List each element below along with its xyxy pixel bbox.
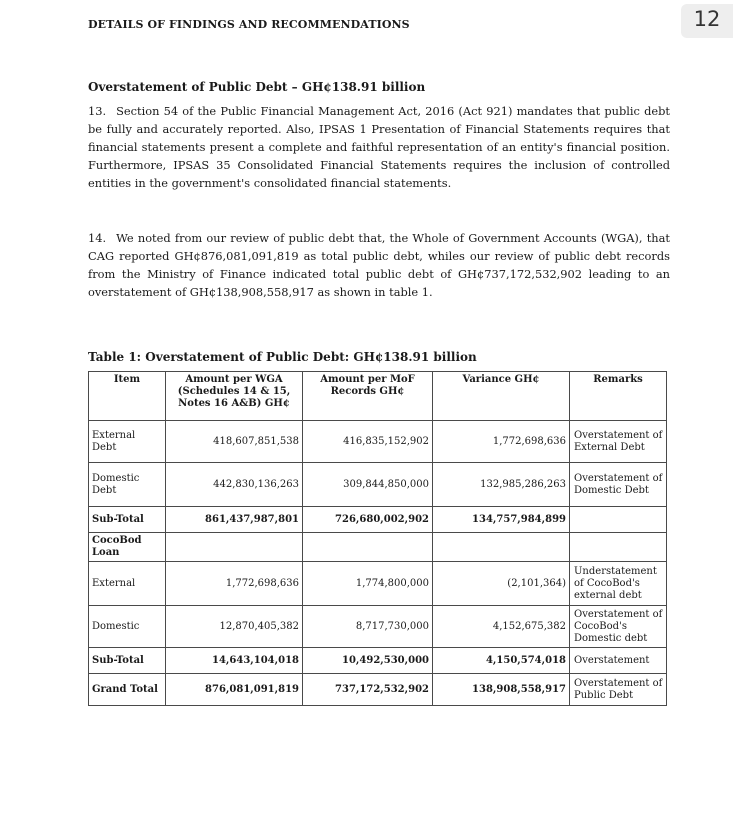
cell-variance: 1,772,698,636 — [433, 421, 570, 463]
cell-item: Grand Total — [89, 674, 166, 706]
cell-remarks: Overstatement of Domestic Debt — [570, 463, 667, 507]
table-row-grand-total — [89, 674, 667, 706]
table-row — [89, 421, 667, 463]
paragraph-number: 14. — [88, 231, 107, 245]
cell-variance: 138,908,558,917 — [433, 674, 570, 706]
header-variance: Variance GH¢ — [433, 372, 570, 421]
cell-remarks: Overstatement of External Debt — [570, 421, 667, 463]
paragraph-14 — [88, 229, 670, 301]
cell-mof — [303, 533, 433, 562]
paragraph-text: We noted from our review of public debt that, the Whole of Government Accounts (WGA), that CAG reported GH¢876,081,091,819 as total public debt, whiles our review of public debt records from the Ministry of Finance indicated total public debt of GH¢737,172,532,902 leading to an overstatement of GH¢138,908,558,917 as shown in table 1. — [88, 231, 670, 299]
cell-remarks: Overstatement of Public Debt — [570, 674, 667, 706]
table-row — [89, 606, 667, 648]
cell-wga: 14,643,104,018 — [166, 648, 303, 674]
header-wga: Amount per WGA (Schedules 14 & 15, Notes 16 A&B) GH¢ — [166, 372, 303, 421]
cell-wga: 12,870,405,382 — [166, 606, 303, 648]
table-header-row — [89, 372, 667, 421]
cell-remarks: Overstatement of CocoBod's Domestic debt — [570, 606, 667, 648]
cell-remarks: Overstatement — [570, 648, 667, 674]
cell-mof: 726,680,002,902 — [303, 507, 433, 533]
cell-wga: 1,772,698,636 — [166, 562, 303, 606]
table-row — [89, 463, 667, 507]
cell-item: Sub-Total — [89, 507, 166, 533]
cell-item: Sub-Total — [89, 648, 166, 674]
cell-mof: 1,774,800,000 — [303, 562, 433, 606]
cell-variance: 4,150,574,018 — [433, 648, 570, 674]
finding-title: Overstatement of Public Debt – GH¢138.91 billion — [88, 80, 426, 94]
table-row-section — [89, 533, 667, 562]
cell-mof: 10,492,530,000 — [303, 648, 433, 674]
paragraph-number: 13. — [88, 104, 107, 118]
cell-variance — [433, 533, 570, 562]
cell-mof: 8,717,730,000 — [303, 606, 433, 648]
table-title: Table 1: Overstatement of Public Debt: GH¢138.91 billion — [88, 350, 477, 364]
header-mof: Amount per MoF Records GH¢ — [303, 372, 433, 421]
cell-item: External Debt — [89, 421, 166, 463]
cell-mof: 309,844,850,000 — [303, 463, 433, 507]
cell-variance: (2,101,364) — [433, 562, 570, 606]
cell-mof: 416,835,152,902 — [303, 421, 433, 463]
cell-remarks: Understatement of CocoBod's external debt — [570, 562, 667, 606]
cell-mof: 737,172,532,902 — [303, 674, 433, 706]
cell-item: CocoBod Loan — [89, 533, 166, 562]
paragraph-13 — [88, 102, 670, 192]
cell-remarks — [570, 507, 667, 533]
cell-wga: 418,607,851,538 — [166, 421, 303, 463]
cell-variance: 4,152,675,382 — [433, 606, 570, 648]
section-heading: DETAILS OF FINDINGS AND RECOMMENDATIONS — [88, 18, 410, 31]
cell-wga — [166, 533, 303, 562]
cell-item: Domestic Debt — [89, 463, 166, 507]
header-item: Item — [89, 372, 166, 421]
cell-variance: 134,757,984,899 — [433, 507, 570, 533]
table-row — [89, 562, 667, 606]
page-number: 12 — [681, 4, 733, 38]
cell-item: External — [89, 562, 166, 606]
cell-wga: 861,437,987,801 — [166, 507, 303, 533]
cell-variance: 132,985,286,263 — [433, 463, 570, 507]
debt-table — [88, 371, 667, 706]
header-remarks: Remarks — [570, 372, 667, 421]
cell-remarks — [570, 533, 667, 562]
cell-wga: 442,830,136,263 — [166, 463, 303, 507]
table-row-subtotal — [89, 507, 667, 533]
cell-wga: 876,081,091,819 — [166, 674, 303, 706]
cell-item: Domestic — [89, 606, 166, 648]
table-row-subtotal — [89, 648, 667, 674]
paragraph-text: Section 54 of the Public Financial Management Act, 2016 (Act 921) mandates that public debt be fully and accurately reported. Also, IPSAS 1 Presentation of Financial Statements requires that financial statements present a complete and faithful representation of an entity's financial position. Furthermore, IPSAS 35 Consolidated Financial Statements requires the inclusion of controlled entities in the government's consolidated financial statements. — [88, 104, 670, 190]
